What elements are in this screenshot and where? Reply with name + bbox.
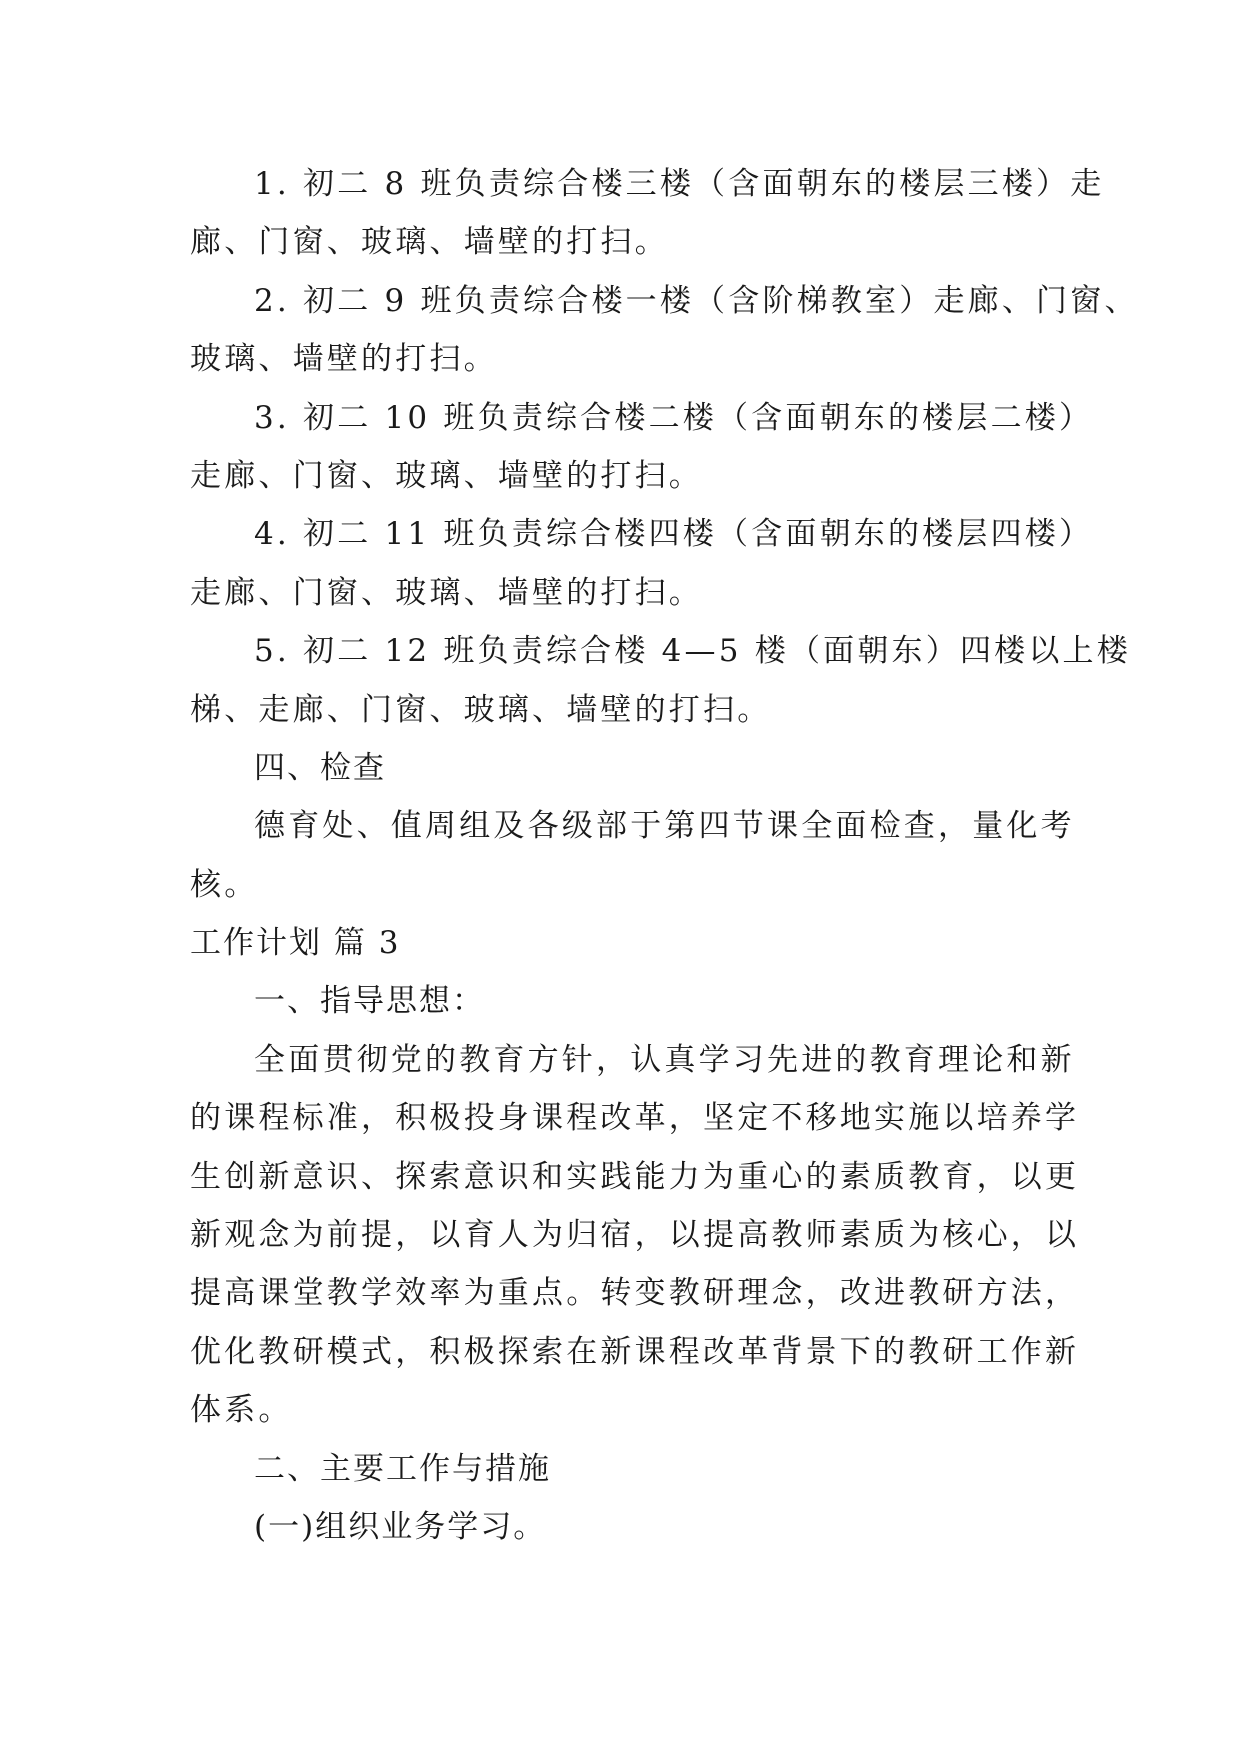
section-heading-guiding-thought: 一、指导思想： xyxy=(254,983,485,1020)
duty-item-3-line-1: 3. 初二 10 班负责综合楼二楼（含面朝东的楼层二楼） xyxy=(254,399,1094,436)
duty-item-3-line-2: 走廊、门窗、玻璃、墙壁的打扫。 xyxy=(190,457,703,494)
subsection-heading-study: (一)组织业务学习。 xyxy=(254,1508,547,1545)
document-page xyxy=(190,155,1139,1556)
duty-item-1-line-2: 廊、门窗、玻璃、墙壁的打扫。 xyxy=(190,224,669,261)
plan-title: 工作计划 篇 3 xyxy=(190,925,401,962)
guiding-paragraph-line-5: 提高课堂教学效率为重点。转变教研理念，改进教研方法， xyxy=(190,1275,1080,1312)
duty-item-2-line-2: 玻璃、墙壁的打扫。 xyxy=(190,341,498,378)
guiding-paragraph-line-3: 生创新意识、探索意识和实践能力为重心的素质教育，以更 xyxy=(190,1158,1080,1195)
guiding-paragraph-line-2: 的课程标准，积极投身课程改革，坚定不移地实施以培养学 xyxy=(190,1100,1080,1137)
duty-item-4-line-1: 4. 初二 11 班负责综合楼四楼（含面朝东的楼层四楼） xyxy=(254,516,1094,553)
duty-item-1-line-1: 1. 初二 8 班负责综合楼三楼（含面朝东的楼层三楼）走 xyxy=(254,166,1105,202)
guiding-paragraph-line-6: 优化教研模式，积极探索在新课程改革背景下的教研工作新 xyxy=(190,1333,1080,1370)
inspection-paragraph-line-2: 核。 xyxy=(190,866,259,903)
guiding-paragraph-line-4: 新观念为前提，以育人为归宿，以提高教师素质为核心，以 xyxy=(190,1217,1080,1254)
duty-item-2-line-1: 2. 初二 9 班负责综合楼一楼（含阶梯教室）走廊、门窗、 xyxy=(254,282,1139,319)
duty-item-4-line-2: 走廊、门窗、玻璃、墙壁的打扫。 xyxy=(190,574,703,611)
section-heading-inspection: 四、检查 xyxy=(254,749,386,786)
inspection-paragraph-line-1: 德育处、值周组及各级部于第四节课全面检查，量化考 xyxy=(254,808,1075,845)
section-heading-main-work: 二、主要工作与措施 xyxy=(254,1450,551,1487)
duty-item-5-line-1: 5. 初二 12 班负责综合楼 4—5 楼（面朝东）四楼以上楼 xyxy=(254,633,1131,670)
guiding-paragraph-line-1: 全面贯彻党的教育方针，认真学习先进的教育理论和新 xyxy=(254,1041,1075,1078)
duty-item-5-line-2: 梯、走廊、门窗、玻璃、墙壁的打扫。 xyxy=(190,691,772,728)
guiding-paragraph-line-7: 体系。 xyxy=(190,1392,293,1429)
